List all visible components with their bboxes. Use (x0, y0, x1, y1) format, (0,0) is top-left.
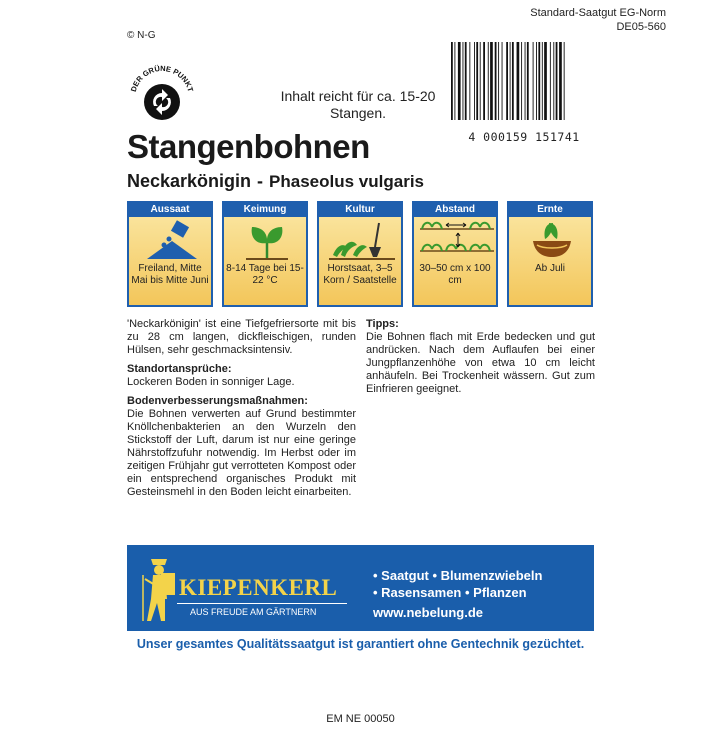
standard-label: Standard-Saatgut EG-Norm (530, 7, 666, 19)
card-kultur (317, 201, 403, 307)
standard-info (530, 6, 666, 34)
product-subtitle (127, 171, 424, 192)
barcode (451, 42, 597, 120)
card-label: Ernte (509, 203, 591, 217)
boden-text: Die Bohnen verwerten auf Grund bestimmter Knöllchenbakterien an den Wurzeln den Stickstoff der Luft, darum ist nur eine geringe Nährstoffzufuhr notwendig. Im Herbst oder im zeitigen Frühjahr gut verrotteten Kompost oder ein entsprechend organisches Produkt mit Gesteinsmehl in den Boden leicht einarbeiten. (127, 408, 356, 498)
website-link[interactable]: www.nebelung.de (373, 605, 484, 620)
card-label: Kultur (319, 203, 401, 217)
harvest-bowl-icon (509, 219, 595, 261)
latin-name: Phaseolus vulgaris (269, 172, 424, 191)
gruener-punkt-text: DER GRÜNE PUNKT (128, 63, 196, 93)
product-line-1: • Saatgut • Blumenzwiebeln (373, 568, 543, 583)
brand-divider (177, 603, 347, 604)
em-code: EM NE 00050 (326, 713, 395, 725)
brand-banner (127, 545, 594, 631)
subtitle-separator: - (257, 171, 264, 191)
card-abstand (412, 201, 498, 307)
spacing-icon (414, 219, 500, 261)
kiepenkerl-mascot-icon (141, 555, 181, 625)
barcode-number: 4 000159 151741 (468, 130, 580, 144)
tipps-heading: Tipps: (366, 318, 399, 330)
card-text: 8-14 Tage bei 15-22 °C (226, 263, 304, 286)
right-column (366, 318, 595, 396)
seed-packet-icon (129, 219, 215, 261)
product-list (373, 567, 542, 601)
card-label: Keimung (224, 203, 306, 217)
card-keimung (222, 201, 308, 307)
card-ernte (507, 201, 593, 307)
description: 'Neckarkönigin' ist eine Tiefgefriersorte mit bis zu 28 cm langen, dickfleischigen, runden Hülsen, sehr geschmacksintensiv. (127, 318, 356, 356)
card-label: Aussaat (129, 203, 211, 217)
standort-text: Lockeren Boden in sonniger Lage. (127, 376, 295, 388)
product-line-2: • Rasensamen • Pflanzen (373, 585, 527, 600)
boden-heading: Bodenverbesserungsmaßnahmen: (127, 395, 308, 407)
content-note: Inhalt reicht für ca. 15-20 Stangen. (280, 88, 436, 121)
card-text: Freiland, Mitte Mai bis Mitte Juni (131, 263, 209, 286)
card-label: Abstand (414, 203, 496, 217)
brand-name: KIEPENKERL (179, 575, 338, 600)
variety-name: Neckarkönigin (127, 171, 252, 191)
sprout-icon (224, 219, 310, 261)
shovel-plants-icon (319, 219, 405, 261)
info-cards (127, 201, 594, 309)
gruener-punkt-logo (127, 60, 197, 130)
brand-tagline: AUS FREUDE AM GÄRTNERN (190, 607, 317, 617)
card-aussaat (127, 201, 213, 307)
card-text: Ab Juli (534, 263, 565, 274)
card-text: 30–50 cm x 100 cm (419, 263, 491, 286)
gmo-free-guarantee: Unser gesamtes Qualitätssaatgut ist garantiert ohne Gentechnik gezüchtet. (136, 637, 585, 651)
tipps-text: Die Bohnen flach mit Erde bedecken und gut andrücken. Nach dem Auflaufen bei einer Jungpflanzenhöhe von etwa 10 cm leicht anhäufeln. Bei Trockenheit wässern. Gut zum Einfrieren geeignet. (366, 331, 595, 395)
product-title: Stangenbohnen (127, 128, 370, 165)
copyright: © N-G (127, 30, 156, 41)
card-text: Horstsaat, 3–5 Korn / Saatstelle (323, 263, 397, 286)
left-column (127, 318, 356, 499)
standort-heading: Standortansprüche: (127, 363, 232, 375)
product-code: DE05-560 (616, 21, 666, 33)
